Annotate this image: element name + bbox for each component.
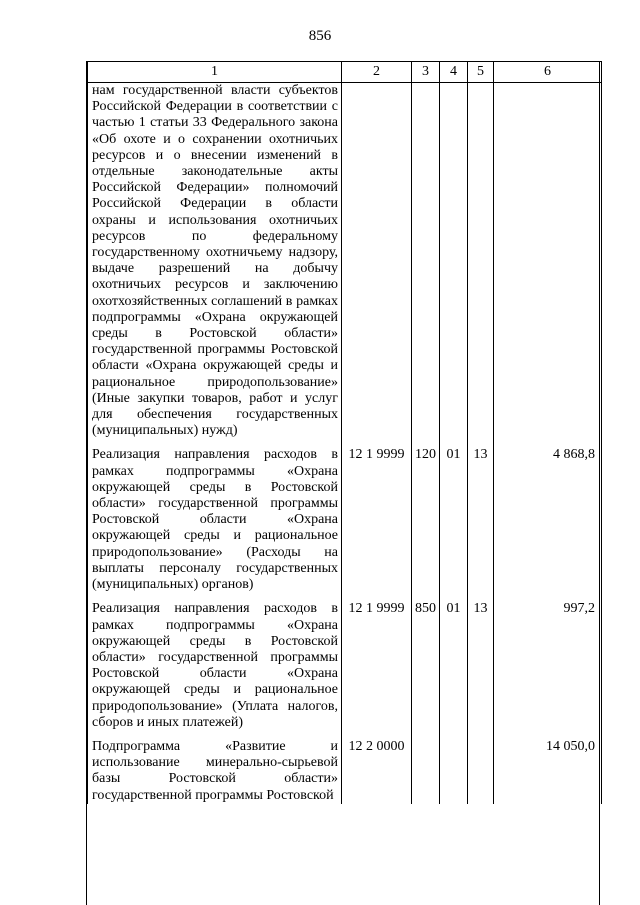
row-amount: 4 868,8 <box>494 447 602 593</box>
row-subsection: 13 <box>468 601 494 731</box>
row-expense-type: 850 <box>412 601 440 731</box>
row-description: Подпрограмма «Развитие и использование минерально-сырьевой базы Ростовской области» государственной программы Ростовской <box>88 739 342 804</box>
row-section <box>440 83 468 440</box>
column-header: 5 <box>468 62 494 83</box>
table-header-row <box>88 62 602 83</box>
column-header: 4 <box>440 62 468 83</box>
row-subsection <box>468 739 494 804</box>
column-header: 3 <box>412 62 440 83</box>
row-section: 01 <box>440 447 468 593</box>
row-description: Реализация направления расходов в рамках подпрограммы «Охрана окружающей среды в Ростовской области» государственной программы Ростовской области «Охрана окружающей среды и рациональное природопользование» (Расходы на выплаты персоналу государственных (муниципальных) органов) <box>88 447 342 593</box>
row-amount: 997,2 <box>494 601 602 731</box>
column-header: 1 <box>88 62 342 83</box>
row-amount: 14 050,0 <box>494 739 602 804</box>
row-section: 01 <box>440 601 468 731</box>
row-target-article: 12 1 9999 <box>342 447 412 593</box>
column-header: 2 <box>342 62 412 83</box>
row-description: Реализация направления расходов в рамках подпрограммы «Охрана окружающей среды в Ростовской области» государственной программы Ростовской области «Охрана окружающей среды и рациональное природопользование» (Уплата налогов, сборов и иных платежей) <box>88 601 342 731</box>
table-row <box>88 739 602 804</box>
table-row <box>88 447 602 593</box>
page-number: 856 <box>308 28 332 44</box>
column-header: 6 <box>494 62 602 83</box>
row-target-article: 12 2 0000 <box>342 739 412 804</box>
row-amount <box>494 83 602 440</box>
row-expense-type <box>412 739 440 804</box>
budget-table <box>86 61 600 905</box>
row-subsection: 13 <box>468 447 494 593</box>
row-expense-type: 120 <box>412 447 440 593</box>
row-section <box>440 739 468 804</box>
row-expense-type <box>412 83 440 440</box>
table-row <box>88 601 602 731</box>
table-row <box>88 83 602 440</box>
row-target-article <box>342 83 412 440</box>
row-subsection <box>468 83 494 440</box>
row-description: нам государственной власти субъектов Российской Федерации в соответствии с частью 1 статьи 33 Федерального закона «Об охоте и о сохранении охотничьих ресурсов и о внесении изменений в отдельные законодательные акты Российской Федерации» полномочий Российской Федерации в области охраны и использования охотничьих ресурсов по федеральному государственному охотничьему надзору, выдаче разрешений на добычу охотничьих ресурсов и заключению охотхозяйственных соглашений в рамках подпрограммы «Охрана окружающей среды в Ростовской области» государственной программы Ростовской области «Охрана окружающей среды и рациональное природопользование» (Иные закупки товаров, работ и услуг для обеспечения государственных (муниципальных) нужд) <box>88 83 342 440</box>
row-target-article: 12 1 9999 <box>342 601 412 731</box>
